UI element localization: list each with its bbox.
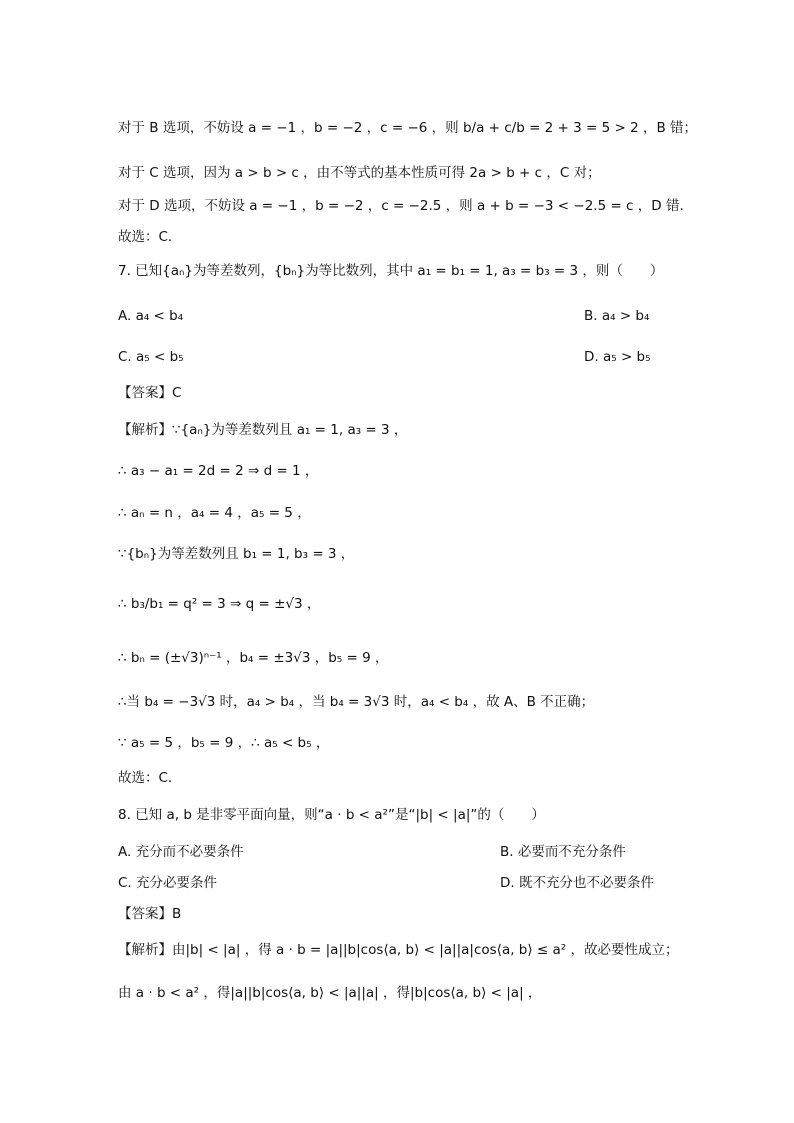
solution-7-line-2: ∴ a₃ − a₁ = 2d = 2 ⇒ d = 1 ， [118,463,319,479]
question-7: 7. 已知{aₙ}为等差数列，{bₙ}为等比数列，其中 a₁ = b₁ = 1, a₃ = b₃ = 3 ，则（ ） [118,263,664,279]
line-d-option: 对于 D 选项，不妨设 a = −1 ，b = −2 ，c = −2.5 ，则 a + b = −3 < −2.5 = c ，D 错. [118,198,684,214]
question-8: 8. 已知 a, b 是非零平面向量，则“a · b < a²”是“|b| < |a|”的（ ） [118,807,545,823]
q8-option-d: D. 既不充分也不必要条件 [500,875,654,891]
solution-7-line-8: ∵ a₅ = 5 ，b₅ = 9 ，∴ a₅ < b₅ ， [118,735,330,751]
solution-8-line-2: 由 a · b < a² ，得|a||b|cos⟨a, b⟩ < |a||a| ，得|b|cos⟨a, b⟩ < |a| ， [118,985,542,1001]
answer-8: 【答案】B [118,906,182,922]
q7-option-d: D. a₅ > b₅ [584,349,651,365]
solution-7-line-6: ∴ bₙ = (±√3)ⁿ⁻¹ ，b₄ = ±3√3 ，b₅ = 9 ， [118,650,389,666]
solution-7-line-5: ∴ b₃/b₁ = q² = 3 ⇒ q = ±√3 ， [118,596,321,612]
line-c-option: 对于 C 选项，因为 a > b > c ，由不等式的基本性质可得 2a > b + c ，C 对； [118,165,601,181]
q7-option-a: A. a₄ < b₄ [118,308,184,324]
answer-7: 【答案】C [118,385,182,401]
q8-option-a: A. 充分而不必要条件 [118,844,244,860]
line-choice-2: 故选：C. [118,770,173,786]
solution-7-line-3: ∴ aₙ = n ，a₄ = 4 ，a₅ = 5 ， [118,505,311,521]
line-b-option: 对于 B 选项，不妨设 a = −1 ，b = −2 ，c = −6 ，则 b/a + c/b = 2 + 3 = 5 > 2 ，B 错； [118,120,698,136]
solution-7-line-1: 【解析】∵{aₙ}为等差数列且 a₁ = 1, a₃ = 3 ， [118,422,408,438]
solution-8-line-1: 【解析】由|b| < |a| ，得 a · b = |a||b|cos⟨a, b⟩ < |a||a|cos⟨a, b⟩ ≤ a² ，故必要性成立； [118,942,679,958]
q8-option-b: B. 必要而不充分条件 [500,844,626,860]
solution-7-line-4: ∵{bₙ}为等差数列且 b₁ = 1, b₃ = 3 ， [118,546,355,562]
line-choice-1: 故选：C. [118,229,173,245]
solution-7-line-7: ∴当 b₄ = −3√3 时，a₄ > b₄ ，当 b₄ = 3√3 时，a₄ < b₄ ，故 A、B 不正确； [118,694,595,710]
q7-option-b: B. a₄ > b₄ [584,308,650,324]
q7-option-c: C. a₅ < b₅ [118,349,184,365]
q8-option-c: C. 充分必要条件 [118,875,218,891]
